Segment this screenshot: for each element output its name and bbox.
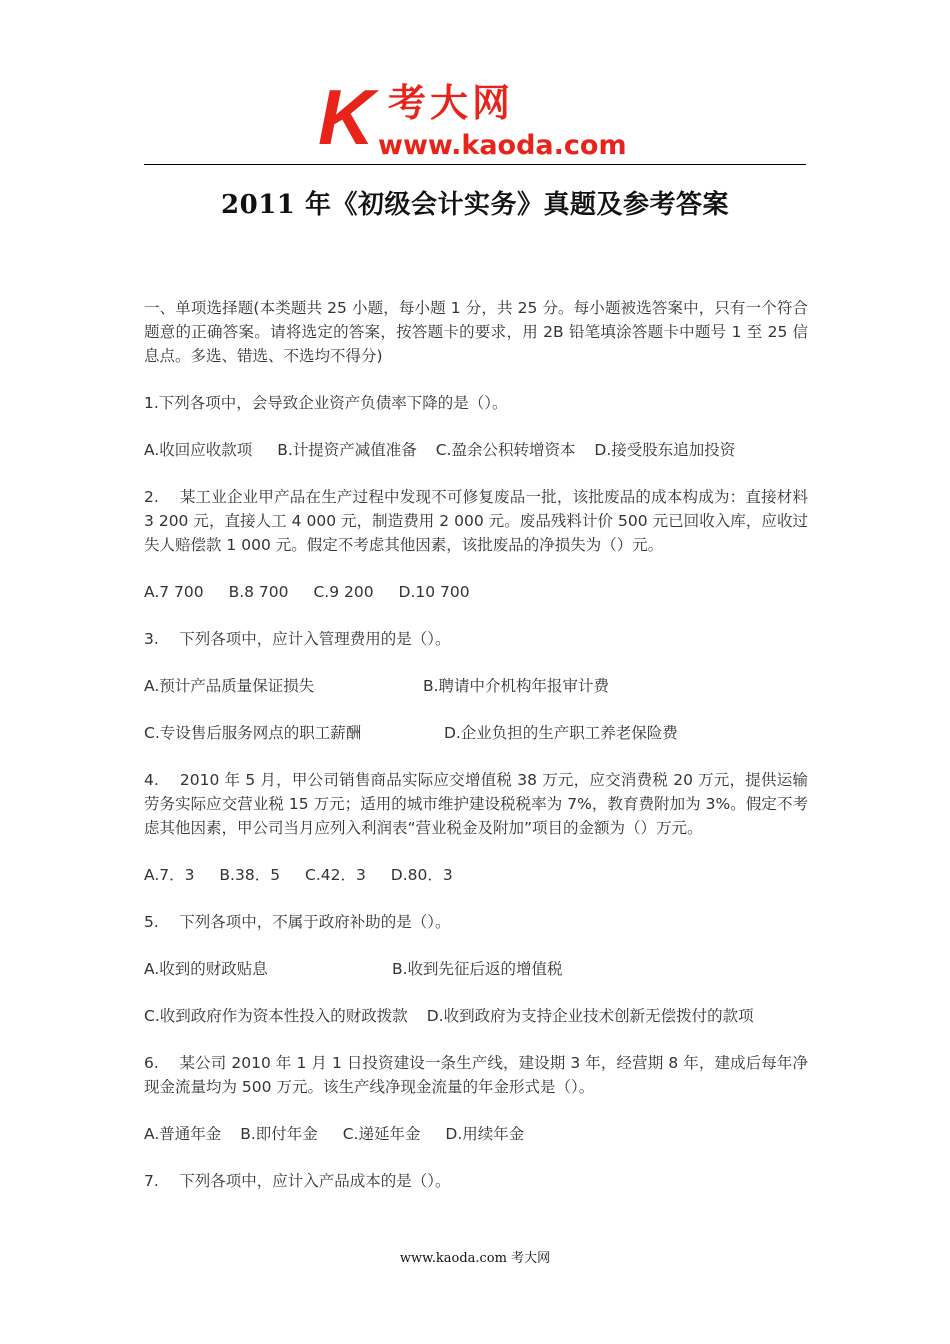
question-5-options-row-1	[144, 957, 808, 981]
q3-option-d: D.企业负担的生产职工养老保险费	[443, 724, 678, 742]
q3-option-b: B.聘请中介机构年报审计费	[422, 677, 609, 695]
question-3-stem: 3. 下列各项中，应计入管理费用的是（）。	[144, 630, 451, 648]
q2-option-b: B.8 700	[228, 583, 289, 601]
question-4-stem: 4. 2010 年 5 月，甲公司销售商品实际应交增值税 38 万元，应交消费税 20 万元，提供运输劳务实际应交营业税 15 万元；适用的城市维护建设税税率为 7%，教育费附加为 3%。假定不考虑其他因素，甲公司当月应列入利润表“营业税金及附加”项目的金额为（）万元。	[144, 771, 808, 837]
question-1-stem: 1.下列各项中，会导致企业资产负债率下降的是（）。	[144, 394, 508, 412]
q2-option-c: C.9 200	[313, 583, 374, 601]
kaoda-logo	[318, 78, 638, 158]
question-6-options	[144, 1122, 808, 1146]
question-7-stem: 7. 下列各项中，应计入产品成本的是（）。	[144, 1172, 451, 1190]
question-5-options-row-2	[144, 1004, 808, 1028]
question-3-options-row-2	[144, 721, 808, 745]
q1-option-c: C.盈余公积转增资本	[435, 441, 576, 459]
q4-option-c: C.42．3	[305, 866, 366, 884]
q4-option-d: D.80．3	[390, 866, 453, 884]
q6-option-c: C.递延年金	[342, 1125, 421, 1143]
question-6-stem: 6. 某公司 2010 年 1 月 1 日投资建设一条生产线，建设期 3 年，经营期 8 年，建成后每年净现金流量均为 500 万元。该生产线净现金流量的年金形式是（）。	[144, 1054, 808, 1096]
logo-url: www.kaoda.com	[378, 130, 627, 158]
q3-option-a: A.预计产品质量保证损失	[144, 677, 315, 695]
q6-option-b: B.即付年金	[240, 1125, 318, 1143]
q6-option-a: A.普通年金	[144, 1125, 222, 1143]
q5-option-d: D.收到政府为支持企业技术创新无偿拨付的款项	[426, 1007, 754, 1025]
logo-chinese-name: 考大网	[388, 81, 515, 125]
q5-option-b: B.收到先征后返的增值税	[391, 960, 563, 978]
question-2-options	[144, 580, 808, 604]
question-2-stem: 2. 某工业企业甲产品在生产过程中发现不可修复废品一批，该批废品的成本构成为：直接材料 3 200 元，直接人工 4 000 元，制造费用 2 000 元。废品残料计价 500 元已回收入库，应收过失人赔偿款 1 000 元。假定不考虑其他因素，该批废品的净损失为（）元。	[144, 488, 808, 554]
question-3-options-row-1	[144, 674, 808, 698]
question-4-options	[144, 863, 808, 887]
header-divider	[144, 164, 806, 165]
q4-option-b: B.38．5	[219, 866, 281, 884]
kaoda-logo-graphic	[318, 78, 638, 158]
q1-option-a: A.收回应收款项	[144, 441, 253, 459]
q6-option-d: D.用续年金	[445, 1125, 525, 1143]
question-5-stem: 5. 下列各项中，不属于政府补助的是（）。	[144, 913, 451, 931]
document-body	[144, 296, 808, 1216]
section-intro: 一、单项选择题(本类题共 25 小题，每小题 1 分，共 25 分。每小题被选答案中，只有一个符合题意的正确答案。请将选定的答案，按答题卡的要求，用 2B 铅笔填涂答题卡中题号 1 至 25 信息点。多选、错选、不选均不得分)	[144, 299, 808, 365]
q2-option-d: D.10 700	[398, 583, 470, 601]
q1-option-d: D.接受股东追加投资	[594, 441, 736, 459]
q5-option-a: A.收到的财政贴息	[144, 960, 268, 978]
q3-option-c: C.专设售后服务网点的职工薪酬	[144, 724, 362, 742]
page-footer: www.kaoda.com 考大网	[399, 1251, 551, 1266]
q2-option-a: A.7 700	[144, 583, 204, 601]
logo-letter: K	[318, 78, 375, 158]
q1-option-b: B.计提资产减值准备	[277, 441, 417, 459]
page-title: 2011 年《初级会计实务》真题及参考答案	[221, 190, 729, 220]
question-1-options	[144, 438, 808, 462]
q4-option-a: A.7．3	[144, 866, 195, 884]
q5-option-c: C.收到政府作为资本性投入的财政拨款	[144, 1007, 408, 1025]
